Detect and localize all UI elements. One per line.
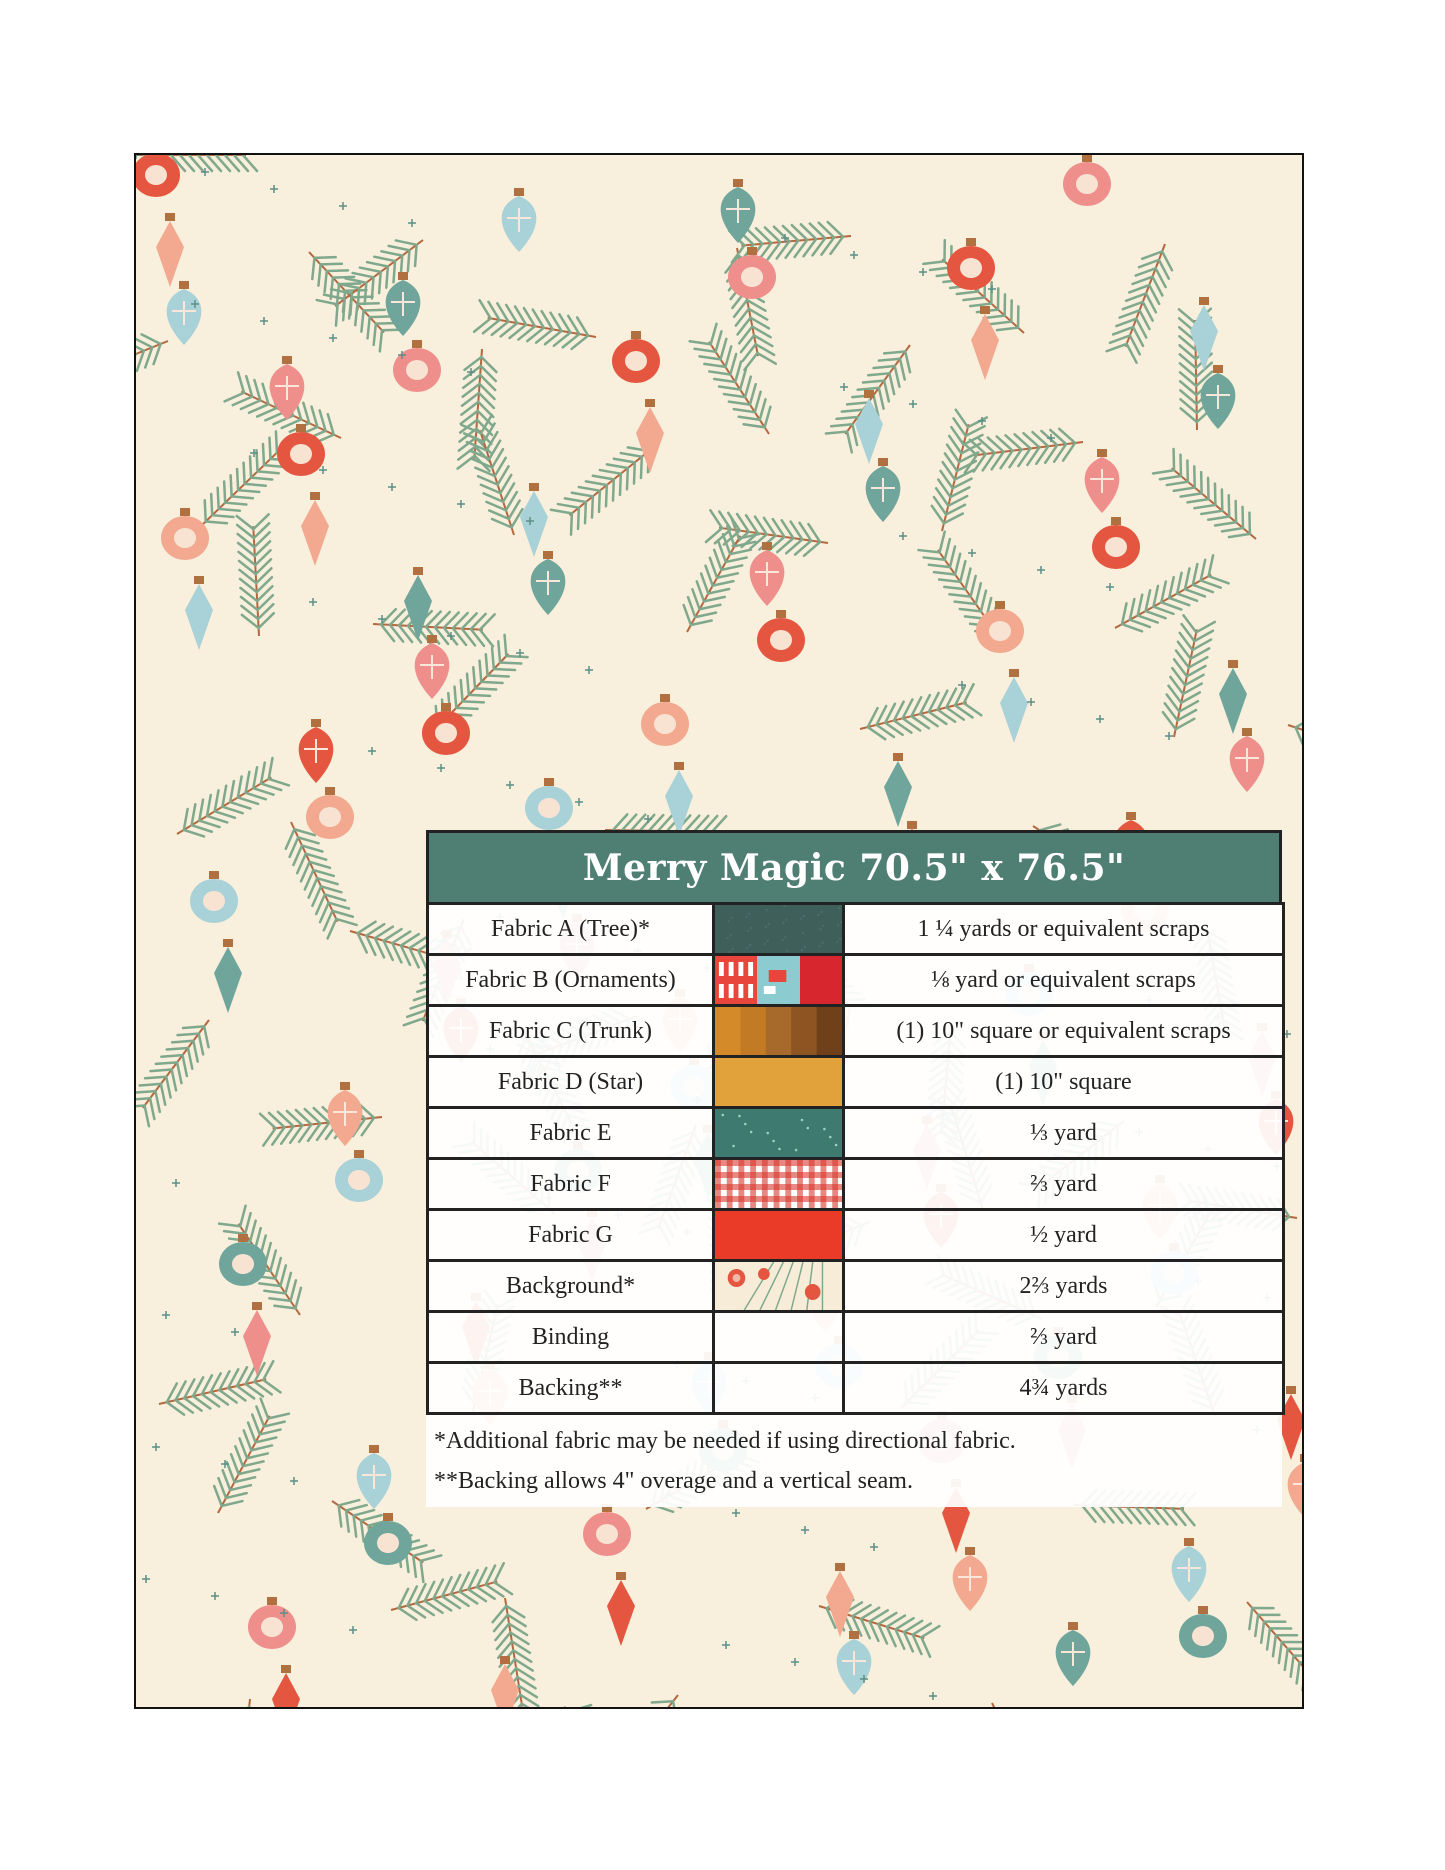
fabric-row	[428, 904, 1284, 955]
fabric-name: Fabric C (Trunk)	[428, 1006, 714, 1057]
fabric-swatch	[714, 1261, 844, 1312]
fabric-row	[428, 955, 1284, 1006]
fabric-swatch	[714, 955, 844, 1006]
pattern-title: Merry Magic 70.5" x 76.5"	[426, 830, 1282, 902]
fabric-swatch	[714, 904, 844, 955]
footnote-directional: *Additional fabric may be needed if using directional fabric.	[434, 1428, 1016, 1454]
fabric-name: Fabric F	[428, 1159, 714, 1210]
fabric-amount: ½ yard	[844, 1210, 1284, 1261]
swatch-graphic	[715, 1364, 842, 1412]
fabric-name: Background*	[428, 1261, 714, 1312]
fabric-swatch	[714, 1159, 844, 1210]
fabric-name: Fabric D (Star)	[428, 1057, 714, 1108]
fabric-name: Binding	[428, 1312, 714, 1363]
swatch-graphic	[715, 1211, 842, 1259]
fabric-row	[428, 1312, 1284, 1363]
fabric-swatch	[714, 1363, 844, 1414]
fabric-swatch	[714, 1057, 844, 1108]
fabric-name: Fabric B (Ornaments)	[428, 955, 714, 1006]
fabric-row	[428, 1006, 1284, 1057]
fabric-swatch	[714, 1312, 844, 1363]
fabric-swatch	[714, 1108, 844, 1159]
quilt-background-frame	[134, 153, 1304, 1709]
fabric-name: Fabric E	[428, 1108, 714, 1159]
fabric-amount: 2⅔ yards	[844, 1261, 1284, 1312]
fabric-row	[428, 1159, 1284, 1210]
fabric-name: Backing**	[428, 1363, 714, 1414]
swatch-graphic	[715, 905, 842, 953]
fabric-row	[428, 1057, 1284, 1108]
swatch-graphic	[715, 1313, 842, 1361]
fabric-amount: 4¾ yards	[844, 1363, 1284, 1414]
fabric-requirements-table	[426, 902, 1285, 1415]
fabric-swatch	[714, 1210, 844, 1261]
swatch-graphic	[715, 1160, 842, 1208]
fabric-row	[428, 1108, 1284, 1159]
swatch-graphic	[715, 956, 842, 1004]
fabric-amount: (1) 10" square or equivalent scraps	[844, 1006, 1284, 1057]
footnotes	[426, 1415, 1282, 1507]
fabric-amount: ⅔ yard	[844, 1312, 1284, 1363]
fabric-row	[428, 1210, 1284, 1261]
swatch-graphic	[715, 1007, 842, 1055]
swatch-graphic	[715, 1262, 842, 1310]
swatch-graphic	[715, 1058, 842, 1106]
fabric-amount: ⅓ yard	[844, 1108, 1284, 1159]
fabric-requirements-panel	[426, 830, 1282, 1507]
fabric-amount: ⅛ yard or equivalent scraps	[844, 955, 1284, 1006]
footnote-backing: **Backing allows 4" overage and a vertical seam.	[434, 1468, 913, 1494]
fabric-row	[428, 1261, 1284, 1312]
fabric-amount: (1) 10" square	[844, 1057, 1284, 1108]
fabric-amount: 1 ¼ yards or equivalent scraps	[844, 904, 1284, 955]
fabric-row	[428, 1363, 1284, 1414]
fabric-amount: ⅔ yard	[844, 1159, 1284, 1210]
fabric-name: Fabric A (Tree)*	[428, 904, 714, 955]
fabric-name: Fabric G	[428, 1210, 714, 1261]
swatch-graphic	[715, 1109, 842, 1157]
fabric-swatch	[714, 1006, 844, 1057]
